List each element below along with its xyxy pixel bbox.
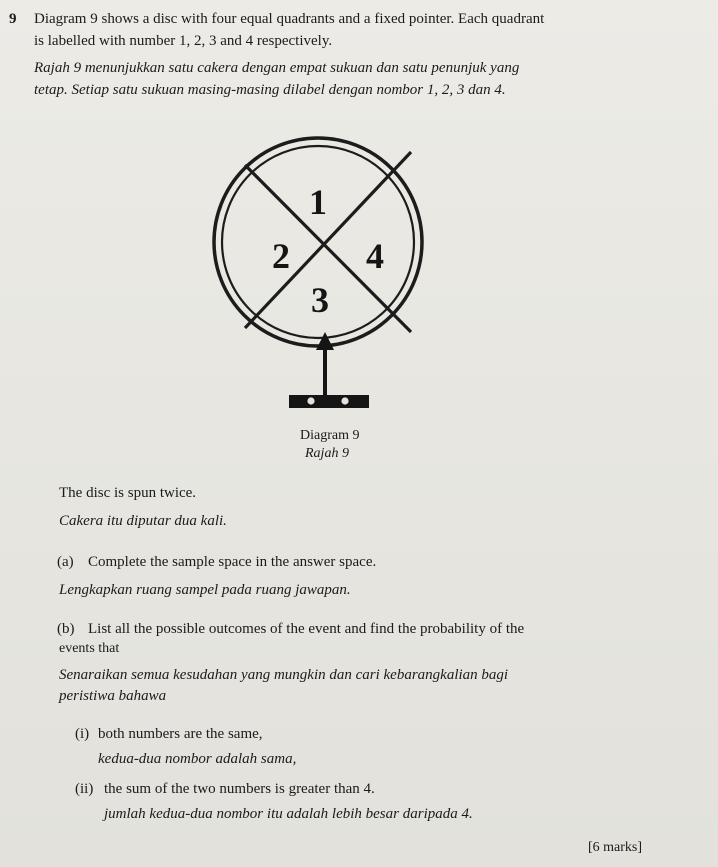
diagram-caption-ms: Rajah 9 bbox=[305, 446, 349, 461]
marks-allocation: [6 marks] bbox=[588, 840, 643, 855]
intro-ms-line-1: Rajah 9 menunjukkan satu cakera dengan empat sukuan dan satu penunjuk yang bbox=[34, 60, 520, 76]
part-b-ms-line-2: peristiwa bahawa bbox=[59, 688, 167, 704]
question-number: 9 bbox=[9, 11, 17, 27]
intro-en-line-2: is labelled with number 1, 2, 3 and 4 respectively. bbox=[34, 33, 333, 49]
part-a-ms: Lengkapkan ruang sampel pada ruang jawapan. bbox=[59, 582, 351, 598]
quadrant-label-1: 1 bbox=[309, 182, 327, 222]
part-b-label: (b) bbox=[57, 621, 75, 637]
part-b-en-line-2: events that bbox=[59, 641, 120, 656]
part-a-en: Complete the sample space in the answer space. bbox=[88, 554, 377, 570]
pointer-base bbox=[289, 395, 369, 408]
intro-ms-line-2: tetap. Setiap satu sukuan masing-masing dilabel dengan nombor 1, 2, 3 dan 4. bbox=[34, 82, 506, 98]
stem-ms: Cakera itu diputar dua kali. bbox=[59, 513, 227, 529]
stem-en: The disc is spun twice. bbox=[59, 485, 197, 501]
part-a-label: (a) bbox=[57, 554, 74, 570]
part-b-ms-line-1: Senaraikan semua kesudahan yang mungkin dan cari kebarangkalian bagi bbox=[59, 667, 509, 683]
quadrant-label-4: 4 bbox=[366, 236, 384, 276]
spinner-diagram bbox=[205, 120, 445, 420]
part-b-ii-ms: jumlah kedua-dua nombor itu adalah lebih besar daripada 4. bbox=[104, 806, 473, 822]
diagram-caption-en: Diagram 9 bbox=[300, 428, 360, 443]
part-b-en-line-1: List all the possible outcomes of the event and find the probability of the bbox=[88, 621, 525, 637]
pointer-icon bbox=[316, 332, 334, 395]
quadrant-label-3: 3 bbox=[311, 280, 329, 320]
part-b-i-ms: kedua-dua nombor adalah sama, bbox=[98, 751, 297, 767]
part-b-ii-label: (ii) bbox=[75, 781, 94, 797]
part-b-ii-en: the sum of the two numbers is greater than 4. bbox=[104, 781, 375, 797]
quadrant-label-2: 2 bbox=[272, 236, 290, 276]
part-b-i-label: (i) bbox=[75, 726, 90, 742]
intro-en-line-1: Diagram 9 shows a disc with four equal quadrants and a fixed pointer. Each quadrant bbox=[34, 11, 545, 27]
part-b-i-en: both numbers are the same, bbox=[98, 726, 263, 742]
